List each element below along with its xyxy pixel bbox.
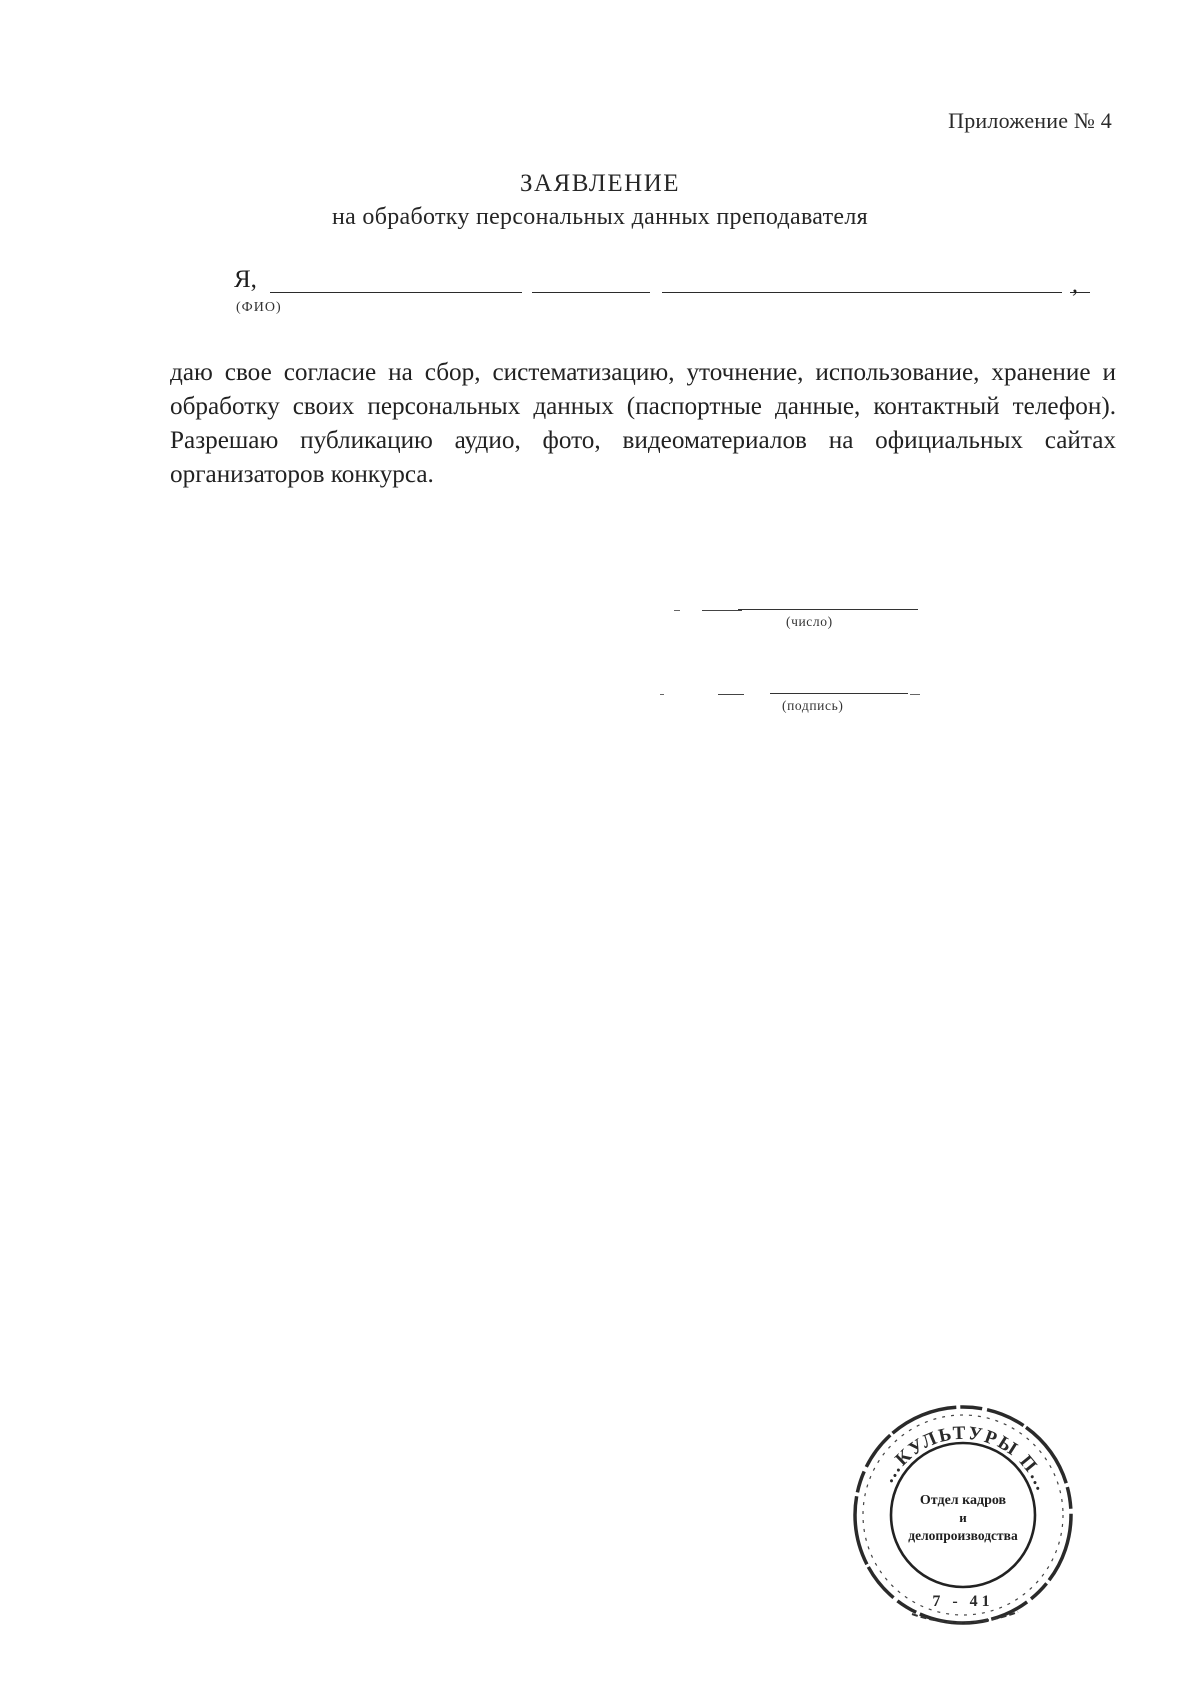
stamp-bottom-text: 7 - 41 — [932, 1593, 994, 1610]
date-dash — [674, 610, 680, 611]
name-caption: (ФИО) — [236, 300, 282, 315]
department-stamp — [848, 1400, 1078, 1630]
stamp-line-1: Отдел кадров — [919, 1493, 1007, 1508]
signature-underline — [770, 693, 908, 694]
appendix-number: Приложение № 4 — [948, 108, 1112, 133]
date-underline — [738, 609, 918, 610]
name-underline — [270, 292, 522, 293]
stamp-seal-icon — [848, 1400, 1078, 1630]
stamp-line-2: и — [959, 1510, 967, 1525]
document-title: ЗАЯВЛЕНИЕ — [519, 170, 681, 197]
name-suffix: , — [1072, 272, 1078, 298]
signature-dash — [910, 694, 920, 695]
name-prefix: Я, — [234, 266, 257, 293]
name-underline — [662, 292, 1062, 293]
consent-text: даю свое согласие на сбор, систематизацию, уточнение, использование, хранение и обработку своих персональных данных (паспортные данные, контактный телефон). Разрешаю публикацию аудио, фото, видеоматериалов на официальных сайтах организаторов конкурса. — [170, 359, 1116, 488]
name-underline — [532, 292, 650, 293]
signature-dash — [660, 694, 664, 695]
date-caption: (число) — [786, 614, 833, 629]
document-subtitle: на обработку персональных данных преподавателя — [332, 204, 868, 230]
date-dash — [702, 610, 742, 611]
signature-caption: (подпись) — [782, 698, 844, 713]
signature-dash — [718, 694, 744, 695]
stamp-outer-text: …КУЛЬТУРЫ П… — [877, 1422, 1054, 1496]
stamp-line-3: делопроизводства — [908, 1528, 1018, 1543]
name-field[interactable] — [234, 266, 1078, 302]
